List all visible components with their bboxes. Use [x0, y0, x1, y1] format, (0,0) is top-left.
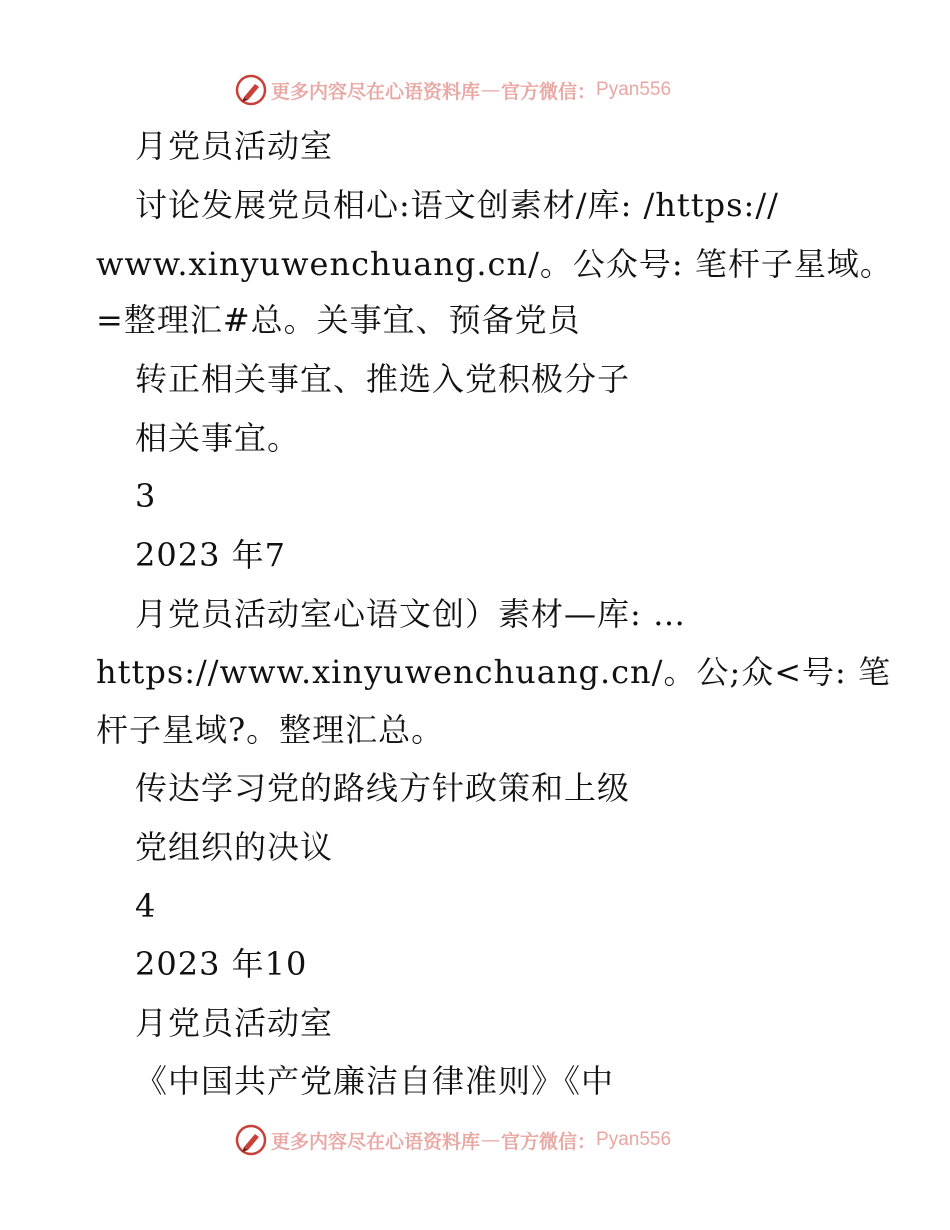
watermark-sub: 官方微信：: [501, 1130, 597, 1153]
text-line: 2023 年7: [135, 536, 286, 574]
text-line: 相关事宜。: [135, 419, 301, 457]
pen-logo-icon: [235, 1124, 267, 1156]
text-line: 月党员活动室: [135, 127, 334, 165]
pen-logo-icon: [235, 74, 267, 106]
watermark-text: 更多内容尽在心语资料库: [271, 80, 481, 103]
watermark-header: [235, 73, 671, 107]
text-line: =整理汇#总。关事宜、预备党员: [96, 301, 581, 339]
text-line: 传达学习党的路线方针政策和上级: [135, 769, 631, 807]
text-line: 党组织的决议: [135, 828, 334, 866]
text-line: 杆子星域?。整理汇总。: [96, 711, 445, 749]
watermark-separator: —: [481, 79, 501, 101]
text-line: 3: [135, 477, 157, 515]
watermark-id: Pyan556: [596, 79, 672, 100]
watermark-text: 更多内容尽在心语资料库: [271, 1130, 481, 1153]
text-line: 讨论发展党员相心:语文创素材/库: /https://: [135, 186, 779, 224]
watermark-sub: 官方微信：: [501, 80, 597, 103]
text-line: 2023 年10: [135, 945, 308, 983]
text-line: https://www.xinyuwenchuang.cn/。公;众<号: 笔: [96, 653, 891, 691]
watermark-footer: [235, 1123, 671, 1157]
watermark-id: Pyan556: [596, 1129, 672, 1150]
watermark-separator: —: [481, 1129, 501, 1151]
text-line: 4: [135, 887, 157, 925]
text-line: www.xinyuwenchuang.cn/。公众号: 笔杆子星域。: [96, 245, 893, 283]
text-line: 转正相关事宜、推选入党积极分子: [135, 360, 631, 398]
text-line: 《中国共产党廉洁自律准则》《中: [135, 1062, 615, 1100]
text-line: 月党员活动室心语文创）素材—库: …: [135, 595, 686, 633]
text-line: 月党员活动室: [135, 1004, 334, 1042]
